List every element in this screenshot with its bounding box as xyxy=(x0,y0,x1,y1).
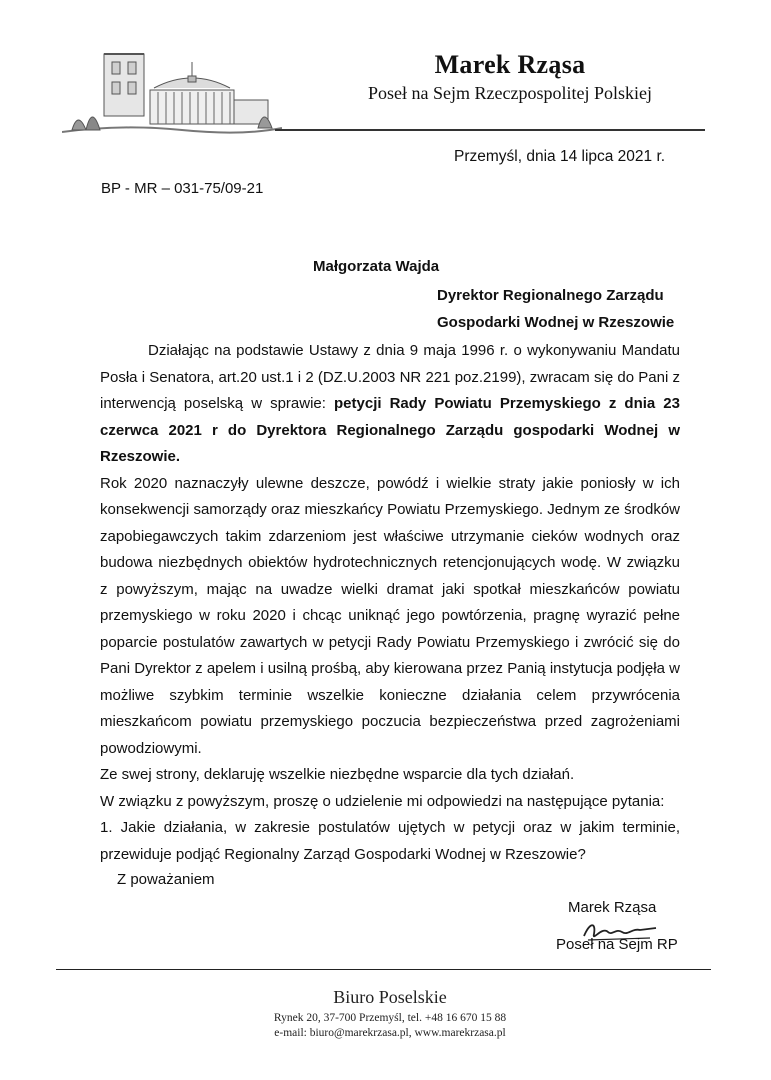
recipient-title-line2: Gospodarki Wodnej w Rzeszowie xyxy=(437,314,675,331)
paragraph-questions-intro: W związku z powyższym, proszę o udzielenie mi odpowiedzi na następujące pytania: xyxy=(100,792,665,810)
paragraph-main: Rok 2020 naznaczyły ulewne deszcze, powódź i wielkie straty jakie poniosły w ich konsekwencji samorządy oraz mieszkańcy Powiatu Przemyskiego. Jednym ze środków zapobiegawczych takim zdarzeniom jest właściwe utrzymanie cieków wodnych oraz budowa niezbędnych obiektów hydrotechnicznych retencjonujących wodę. W związku z powyższym, mając na uwadze wielki dramat jaki spotkał mieszkańców powiatu przemyskiego w roku 2020 i chcąc uniknąć jego powtórzenia, pragnę wyrazić pełne poparcie postulatów zawartych w petycji Rady Powiatu Przemyskiego i zwrócić się do Pani Dyrektor z apelem i usilną prośbą, aby kierowana przez Panią instytucja podjęła w możliwe szybkim terminie wszelkie konieczne działania celem przywrócenia mieszkańcom powiatu przemyskiego poczucia bezpieczeństwa przed zagrożeniami powodziowymi. xyxy=(100,474,680,757)
paragraph-support: Ze swej strony, deklaruję wszelkie niezbędne wsparcie dla tych działań. xyxy=(100,766,575,783)
place-date: Przemyśl, dnia 14 lipca 2021 r. xyxy=(454,148,666,165)
letterhead-divider xyxy=(275,129,705,131)
closing-phrase: Z poważaniem xyxy=(117,871,215,888)
reference-number: BP - MR – 031-75/09-21 xyxy=(101,180,264,197)
paragraph-intro-text: Działając na podstawie Ustawy z dnia 9 maja 1996 r. o wykonywaniu Mandatu Posła i Senatora, art.20 ust.1 i 2 (DZ.U.2003 NR 221 poz.2199), zwracam się do Pani z interwencją poselską w sprawie: xyxy=(100,342,680,412)
signatory-name: Marek Rząsa xyxy=(568,899,657,916)
letterhead-name: Marek Rząsa xyxy=(434,50,586,79)
petition-subject: petycji Rady Powiatu Przemyskiego z dnia 23 czerwca 2021 r do Dyrektora Regionalnego Zarządu gospodarki Wodnej w Rzeszowie. xyxy=(100,395,680,465)
sejm-building-icon xyxy=(62,40,282,140)
footer-title: Biuro Poselskie xyxy=(333,987,447,1007)
recipient-name: Małgorzata Wajda xyxy=(313,258,440,275)
signatory-role: Poseł na Sejm RP xyxy=(556,936,678,953)
question-1: 1. Jakie działania, w zakresie postulatów ujętych w petycji oraz w jakim terminie, przewiduje podjąć Regionalny Zarząd Gospodarki Wodnej w Rzeszowie? xyxy=(100,819,680,863)
letterhead-subtitle: Poseł na Sejm Rzeczpospolitej Polskiej xyxy=(368,83,652,103)
footer-contact: e-mail: biuro@marekrzasa.pl, www.marekrzasa.pl xyxy=(274,1027,506,1039)
footer-address: Rynek 20, 37-700 Przemyśl, tel. +48 16 670 15 88 xyxy=(273,1012,507,1024)
paragraph-intro xyxy=(100,338,680,471)
letter-body xyxy=(100,338,680,868)
recipient-title-line1: Dyrektor Regionalnego Zarządu xyxy=(437,287,664,304)
footer-divider xyxy=(56,969,711,970)
